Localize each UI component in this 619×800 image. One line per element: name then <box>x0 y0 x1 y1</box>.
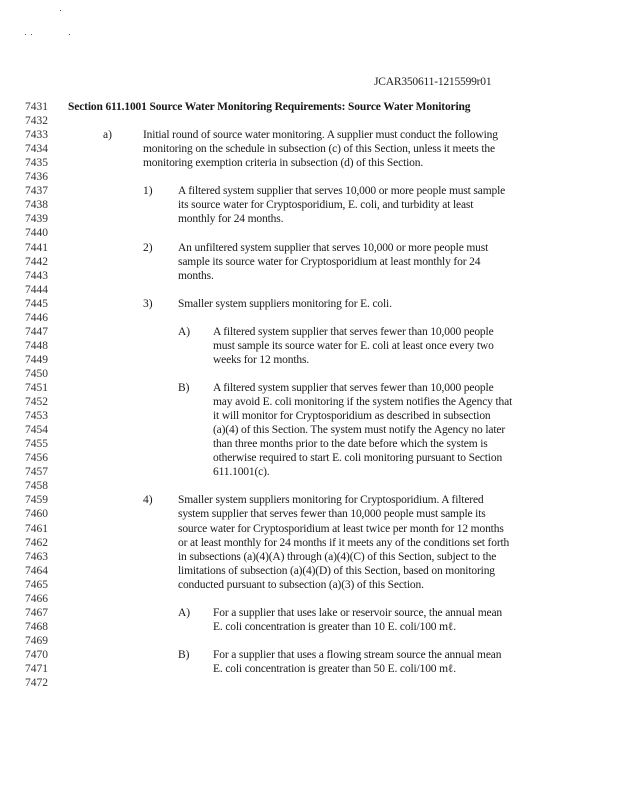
line-number: 7439 <box>25 213 48 226</box>
document-line <box>0 170 619 184</box>
document-line <box>0 367 619 381</box>
document-line <box>0 241 619 255</box>
line-number: 7444 <box>25 283 48 296</box>
document-line <box>0 283 619 297</box>
document-id: JCAR350611-1215599r01 <box>374 76 492 88</box>
line-number: 7470 <box>25 648 48 661</box>
document-line <box>0 353 619 367</box>
subsection-label: A) <box>178 606 191 619</box>
document-line <box>0 114 619 128</box>
line-number: 7459 <box>25 494 48 507</box>
document-line <box>0 128 619 142</box>
document-line <box>0 297 619 311</box>
document-line <box>0 550 619 564</box>
document-line <box>0 423 619 437</box>
line-number: 7434 <box>25 143 48 156</box>
line-text: may avoid E. coli monitoring if the system notifies the Agency that <box>213 396 513 409</box>
subsection-label: 1) <box>143 185 153 198</box>
line-number: 7456 <box>25 452 48 465</box>
line-number: 7431 <box>25 101 48 113</box>
line-text: its source water for Cryptosporidium, E. coli, and turbidity at least <box>178 199 474 212</box>
line-text: An unfiltered system supplier that serves 10,000 or more people must <box>178 241 489 254</box>
document-line <box>0 156 619 170</box>
line-number: 7452 <box>25 396 48 409</box>
line-text: limitations of subsection (a)(4)(D) of this Section, based on monitoring <box>178 564 495 577</box>
document-line <box>0 676 619 690</box>
subsection-label: 2) <box>143 241 153 254</box>
line-text: must sample its source water for E. coli at least once every two <box>213 339 494 352</box>
document-line <box>0 184 619 198</box>
line-number: 7462 <box>25 536 48 549</box>
line-number: 7454 <box>25 424 48 437</box>
subsection-label: 4) <box>143 494 153 507</box>
subsection-label: A) <box>178 325 191 338</box>
scan-speck <box>69 34 70 35</box>
document-line <box>0 226 619 240</box>
document-line <box>0 507 619 521</box>
line-text: E. coli concentration is greater than 50 E. coli/100 mℓ. <box>213 663 457 675</box>
document-line <box>0 493 619 507</box>
line-number: 7442 <box>25 255 48 268</box>
line-number: 7465 <box>25 578 48 591</box>
line-text: A filtered system supplier that serves fewer than 10,000 people <box>213 382 494 394</box>
scan-speck <box>25 34 26 35</box>
document-line <box>0 437 619 451</box>
line-number: 7461 <box>25 522 48 535</box>
line-text: sample its source water for Cryptosporidium at least monthly for 24 <box>178 255 481 268</box>
document-line <box>0 620 619 634</box>
document-line <box>0 465 619 479</box>
line-number: 7438 <box>25 199 48 212</box>
document-line <box>0 381 619 395</box>
line-number: 7468 <box>25 620 48 633</box>
line-number: 7433 <box>25 129 48 142</box>
line-number: 7440 <box>25 227 48 240</box>
subsection-label: 3) <box>143 297 153 310</box>
document-line <box>0 325 619 339</box>
line-text: weeks for 12 months. <box>213 353 310 366</box>
line-text: Initial round of source water monitoring. A supplier must conduct the following <box>143 129 498 142</box>
document-line <box>0 564 619 578</box>
section-heading: Section 611.1001 Source Water Monitoring Requirements: Source Water Monitoring <box>68 101 471 113</box>
document-line <box>0 198 619 212</box>
line-number: 7432 <box>25 115 48 128</box>
document-line <box>0 409 619 423</box>
line-number: 7458 <box>25 480 48 493</box>
document-line <box>0 100 619 114</box>
document-line <box>0 451 619 465</box>
line-number: 7460 <box>25 508 48 521</box>
document-line <box>0 255 619 269</box>
line-number: 7437 <box>25 185 48 198</box>
document-line <box>0 606 619 620</box>
line-number: 7471 <box>25 663 48 675</box>
line-text: otherwise required to start E. coli monitoring pursuant to Section <box>213 452 503 465</box>
line-number: 7451 <box>25 382 48 394</box>
line-number: 7464 <box>25 564 48 577</box>
line-text: 611.1001(c). <box>213 466 270 479</box>
line-text: For a supplier that uses a flowing stream source the annual mean <box>213 648 502 661</box>
line-text: source water for Cryptosporidium at least twice per month for 12 months <box>178 522 504 535</box>
line-text: A filtered system supplier that serves fewer than 10,000 people <box>213 325 494 338</box>
line-number: 7443 <box>25 269 48 282</box>
line-text: months. <box>178 269 214 282</box>
line-text: in subsections (a)(4)(A) through (a)(4)(C) of this Section, subject to the <box>178 550 497 563</box>
document-line <box>0 269 619 283</box>
line-number: 7466 <box>25 592 48 605</box>
line-text: Smaller system suppliers monitoring for Cryptosporidium. A filtered <box>178 494 484 507</box>
line-text: For a supplier that uses lake or reservoir source, the annual mean <box>213 606 502 619</box>
document-line <box>0 634 619 648</box>
line-number: 7472 <box>25 677 48 690</box>
scan-speck <box>60 10 61 11</box>
document-line <box>0 395 619 409</box>
line-number: 7457 <box>25 466 48 479</box>
document-line <box>0 142 619 156</box>
line-text: Smaller system suppliers monitoring for E. coli. <box>178 297 392 310</box>
document-line <box>0 536 619 550</box>
document-line <box>0 212 619 226</box>
line-number: 7441 <box>25 241 48 254</box>
document-line <box>0 522 619 536</box>
document-line <box>0 592 619 606</box>
document-line <box>0 662 619 676</box>
subsection-label: a) <box>103 129 112 142</box>
line-number: 7436 <box>25 171 48 184</box>
subsection-label: B) <box>178 648 190 661</box>
line-number: 7447 <box>25 325 48 338</box>
line-number: 7469 <box>25 634 48 647</box>
line-number: 7453 <box>25 410 48 423</box>
line-text: system supplier that serves fewer than 10,000 people must sample its <box>178 508 486 521</box>
line-number: 7446 <box>25 311 48 324</box>
document-line <box>0 479 619 493</box>
line-number: 7445 <box>25 297 48 310</box>
subsection-label: B) <box>178 382 190 394</box>
line-number: 7455 <box>25 438 48 451</box>
line-number: 7467 <box>25 606 48 619</box>
line-text: monitoring exemption criteria in subsection (d) of this Section. <box>143 157 424 170</box>
line-number: 7450 <box>25 367 48 380</box>
line-number: 7435 <box>25 157 48 170</box>
line-number: 7448 <box>25 339 48 352</box>
line-text: conducted pursuant to subsection (a)(3) of this Section. <box>178 578 424 591</box>
line-text: monitoring on the schedule in subsection (c) of this Section, unless it meets the <box>143 143 495 156</box>
document-line <box>0 311 619 325</box>
line-number: 7463 <box>25 550 48 563</box>
line-text: E. coli concentration is greater than 10 E. coli/100 mℓ. <box>213 620 457 633</box>
scan-speck <box>31 34 32 35</box>
line-text: A filtered system supplier that serves 10,000 or more people must sample <box>178 185 506 198</box>
line-text: (a)(4) of this Section. The system must notify the Agency no later <box>213 424 506 437</box>
line-text: than three months prior to the date before which the system is <box>213 438 488 451</box>
line-text: it will monitor for Cryptosporidium as described in subsection <box>213 410 491 423</box>
document-line <box>0 648 619 662</box>
line-text: or at least monthly for 24 months if it meets any of the conditions set forth <box>178 536 510 549</box>
document-line <box>0 339 619 353</box>
document-line <box>0 578 619 592</box>
line-number: 7449 <box>25 353 48 366</box>
line-text: monthly for 24 months. <box>178 213 284 226</box>
